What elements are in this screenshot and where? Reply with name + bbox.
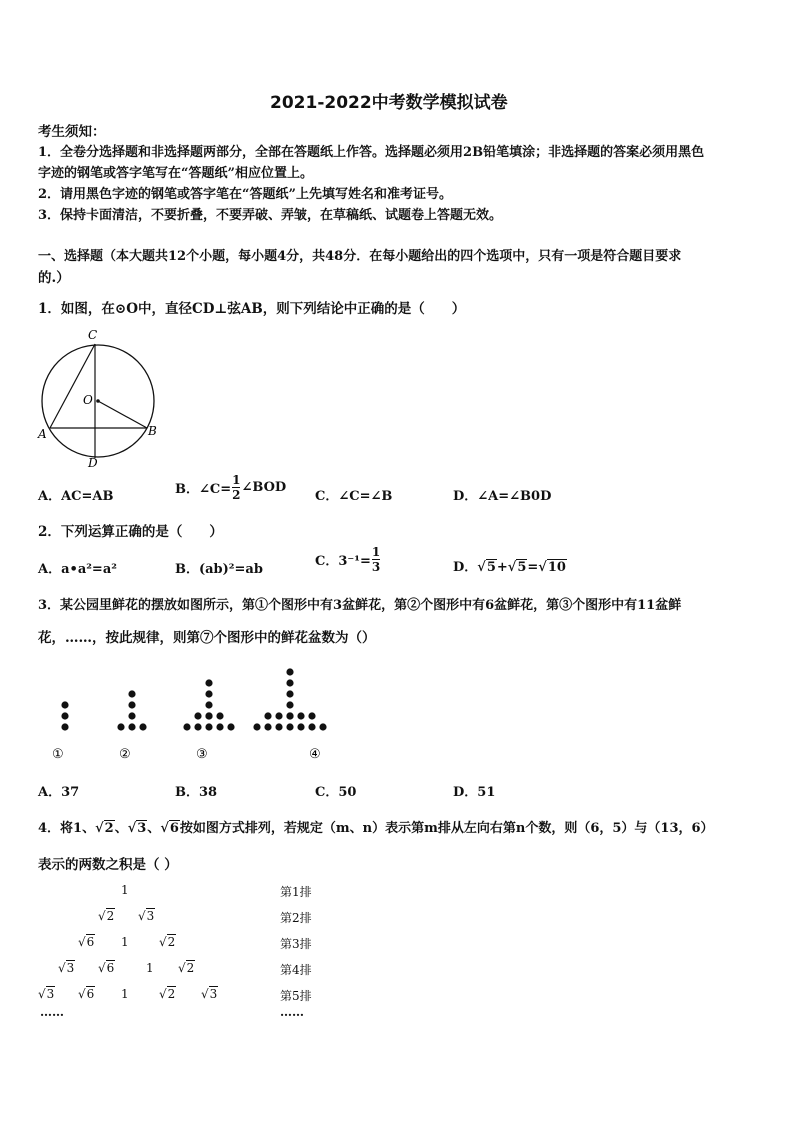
flower-dot xyxy=(297,712,304,719)
q2-option-d-pre: D． xyxy=(453,560,478,575)
notice-line: 字迹的钢笔或答字笔写在“答题纸”相应位置上。 xyxy=(38,166,313,181)
flower-dot xyxy=(61,723,68,730)
q1-option-b-pre: B．∠C= xyxy=(175,482,232,497)
flower-dot xyxy=(227,723,234,730)
tri-cell: √3 xyxy=(38,987,55,1001)
notice-line: 1．全卷分选择题和非选择题两部分，全部在答题纸上作答。选择题必须用2B铅笔填涂；非选择题的答案必须用黑色 xyxy=(38,145,705,160)
q1-option-b-post: ∠BOD xyxy=(241,480,287,495)
flower-dot xyxy=(128,712,135,719)
question-4-stem xyxy=(38,817,714,836)
flower-dot xyxy=(253,723,260,730)
flower-dot xyxy=(183,723,190,730)
question-3-stem-cont: 花，……，按此规律，则第⑦个图形中的鲜花盆数为（） xyxy=(38,630,376,646)
continuation-dots: …… xyxy=(40,1005,64,1019)
q4-stem-a: 4．将1、 xyxy=(38,821,96,836)
tri-cell: √3 xyxy=(58,961,75,975)
q3-option-d: D．51 xyxy=(453,785,496,800)
page-title: 2021-2022中考数学模拟试卷 xyxy=(270,93,508,113)
sep: 、 xyxy=(114,821,128,836)
flower-dot xyxy=(286,668,293,675)
label-b: B xyxy=(148,424,157,438)
flower-dot xyxy=(205,690,212,697)
tri-cell: √3 xyxy=(138,909,155,923)
tri-cell: 1 xyxy=(146,961,154,975)
flower-dot xyxy=(286,712,293,719)
tri-cell: √6 xyxy=(78,987,95,1001)
flower-dot xyxy=(128,690,135,697)
denominator: 2 xyxy=(232,488,241,502)
flower-dot xyxy=(286,690,293,697)
numerator: 1 xyxy=(232,473,241,487)
sqrt-6: √6 xyxy=(160,821,179,836)
sqrt-3: √3 xyxy=(127,821,147,836)
row-label-3: 第3排 xyxy=(280,937,312,951)
q2-option-a: A．a•a²=a² xyxy=(38,562,117,577)
flower-dot xyxy=(205,679,212,686)
figure-label-1: ① xyxy=(52,747,64,762)
notice-line: 3．保持卡面清洁，不要折叠，不要弄破、弄皱，在草稿纸、试题卷上答题无效。 xyxy=(38,208,503,223)
flower-dot xyxy=(216,723,223,730)
figure-label-4: ④ xyxy=(309,747,321,762)
tri-cell: 1 xyxy=(121,987,129,1001)
notice-line: 2．请用黑色字迹的钢笔或答字笔在“答题纸”上先填写姓名和准考证号。 xyxy=(38,187,453,202)
q1-option-d: D．∠A=∠B0D xyxy=(453,489,552,504)
segment-ob xyxy=(98,401,147,428)
flower-dot xyxy=(275,723,282,730)
sqrt-5: √5 xyxy=(507,560,527,575)
flower-dot xyxy=(61,712,68,719)
figure-label-2: ② xyxy=(119,747,131,762)
flower-dot xyxy=(128,701,135,708)
notice-heading: 考生须知： xyxy=(38,124,106,140)
tri-cell: √2 xyxy=(159,987,176,1001)
circle-diagram xyxy=(30,322,170,472)
flower-dot xyxy=(61,701,68,708)
flower-dot xyxy=(194,712,201,719)
row-label-2: 第2排 xyxy=(280,911,312,925)
q3-option-a: A．37 xyxy=(38,785,80,800)
center-point xyxy=(96,399,100,403)
section-heading-cont: 的.） xyxy=(38,270,70,286)
q3-option-c: C．50 xyxy=(315,785,357,800)
label-a: A xyxy=(38,427,47,441)
q2-option-c xyxy=(315,546,381,573)
plus: + xyxy=(496,560,508,575)
flower-dot xyxy=(319,723,326,730)
section-heading: 一、选择题（本大题共12个小题，每小题4分，共48分．在每小题给出的四个选项中，只有一项是符合题目要求 xyxy=(38,249,682,264)
flower-dot xyxy=(205,701,212,708)
q1-option-c: C．∠C=∠B xyxy=(315,489,393,504)
flower-pattern-figure xyxy=(40,645,360,770)
flower-dot xyxy=(308,723,315,730)
figure-label-3: ③ xyxy=(196,747,208,762)
row-label-1: 第1排 xyxy=(280,885,312,899)
q1-option-a: A．AC=AB xyxy=(38,489,114,504)
flower-dot xyxy=(205,712,212,719)
question-3-stem: 3．某公园里鲜花的摆放如图所示，第①个图形中有3盆鲜花，第②个图形中有6盆鲜花，第③个图形中有11盆鲜 xyxy=(38,598,682,613)
tri-cell: √6 xyxy=(78,935,95,949)
flower-dot xyxy=(117,723,124,730)
row-continuation-dots: …… xyxy=(280,1005,304,1019)
flower-dot xyxy=(139,723,146,730)
fraction-third xyxy=(372,546,380,573)
fraction-half xyxy=(232,474,240,501)
row-label-4: 第4排 xyxy=(280,963,312,977)
question-2-stem: 2．下列运算正确的是（ ） xyxy=(38,524,223,540)
q3-option-b: B．38 xyxy=(175,785,218,800)
q4-stem-b: 按如图方式排列，若规定（m、n）表示第m排从左向右第n个数，则（6，5）与（13，6） xyxy=(179,821,714,836)
label-o: O xyxy=(83,393,93,407)
sqrt-5: √5 xyxy=(477,560,496,575)
flower-dot xyxy=(308,712,315,719)
q2-option-d xyxy=(453,556,567,575)
question-4-stem-cont: 表示的两数之积是（ ） xyxy=(38,857,178,873)
tri-cell: √2 xyxy=(178,961,195,975)
tri-cell: √2 xyxy=(159,935,176,949)
flower-dot xyxy=(128,723,135,730)
flower-dot xyxy=(216,712,223,719)
sep: 、 xyxy=(147,821,161,836)
segment-ac xyxy=(50,344,95,428)
flower-dot xyxy=(264,712,271,719)
flower-dot xyxy=(297,723,304,730)
label-c: C xyxy=(88,328,98,342)
flower-dot xyxy=(264,723,271,730)
tri-cell: 1 xyxy=(121,883,129,897)
tri-cell: √3 xyxy=(201,987,218,1001)
sqrt-2: √2 xyxy=(95,821,114,836)
flower-dot xyxy=(286,679,293,686)
q2-option-b: B．(ab)²=ab xyxy=(175,562,263,577)
equals: = xyxy=(527,560,539,575)
flower-dot xyxy=(205,723,212,730)
row-label-5: 第5排 xyxy=(280,989,312,1003)
flower-dot xyxy=(275,712,282,719)
flower-dot xyxy=(286,701,293,708)
q1-option-b xyxy=(175,474,286,501)
tri-cell: √2 xyxy=(98,909,115,923)
numerator: 1 xyxy=(371,545,381,559)
denominator: 3 xyxy=(371,560,381,574)
q2-option-c-pre: C．3⁻¹= xyxy=(315,554,371,569)
flower-dot xyxy=(286,723,293,730)
sqrt-10: √10 xyxy=(538,560,566,575)
flower-dot xyxy=(194,723,201,730)
question-1-stem: 1．如图，在⊙O中，直径CD⊥弦AB，则下列结论中正确的是（ ） xyxy=(38,301,466,317)
label-d: D xyxy=(88,456,98,470)
tri-cell: √6 xyxy=(98,961,115,975)
tri-cell: 1 xyxy=(121,935,129,949)
